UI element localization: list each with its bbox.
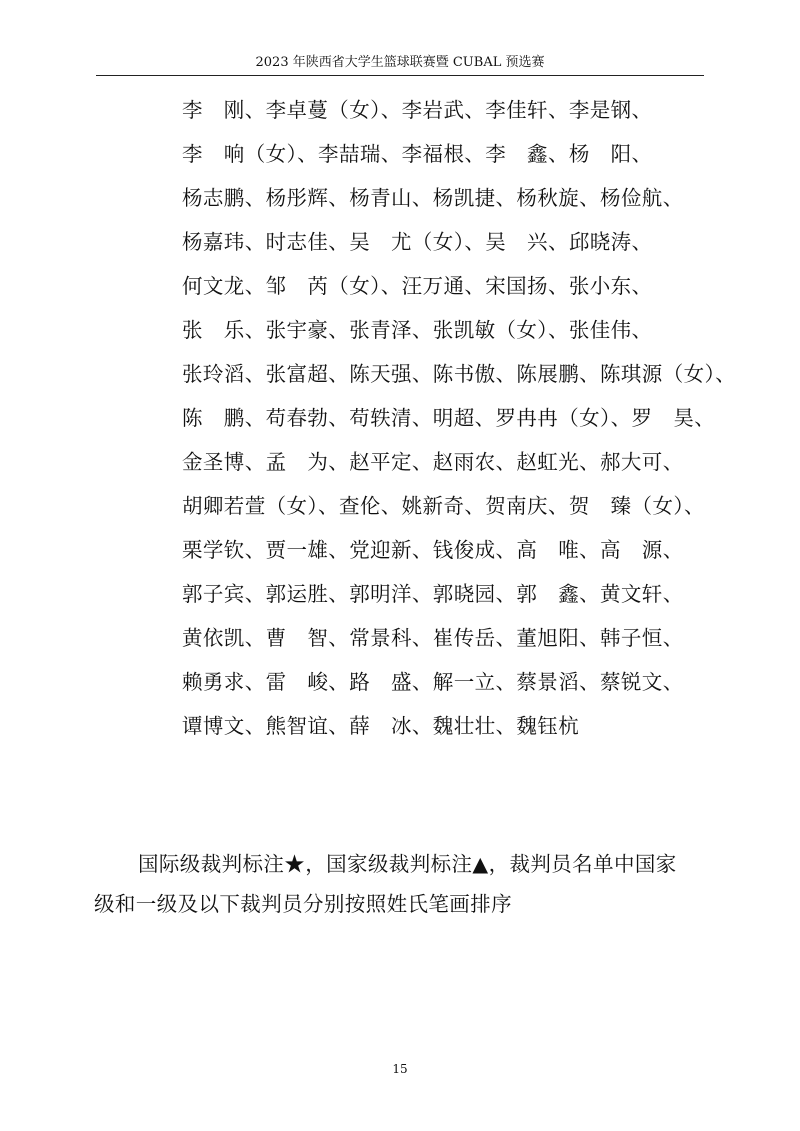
name-line: 胡卿若萱（女）、查伦、姚新奇、贺南庆、贺 臻（女）、 (182, 494, 705, 518)
name-line: 李 刚、李卓蔓（女）、李岩武、李佳轩、李是钢、 (182, 98, 653, 122)
name-line: 郭子宾、郭运胜、郭明洋、郭晓园、郭 鑫、黄文轩、 (182, 582, 684, 606)
referee-note (94, 846, 708, 926)
name-line: 陈 鹏、苟春勃、苟轶清、明超、罗冉冉（女）、罗 昊、 (182, 406, 716, 430)
name-line: 何文龙、邹 芮（女）、汪万通、宋国扬、张小东、 (182, 274, 653, 298)
note-line-1: 国际级裁判标注★，国家级裁判标注▲，裁判员名单中国家 (138, 852, 677, 876)
running-header: 2023 年陕西省大学生篮球联赛暨 CUBAL 预选赛 (255, 55, 545, 70)
name-line: 黄依凯、曹 智、常景科、崔传岳、董旭阳、韩子恒、 (182, 626, 684, 650)
name-line: 杨嘉玮、时志佳、吴 尤（女）、吴 兴、邱晓涛、 (182, 230, 653, 254)
name-line: 张 乐、张宇豪、张青泽、张凯敏（女）、张佳伟、 (182, 318, 653, 342)
name-line: 赖勇求、雷 峻、路 盛、解一立、蔡景滔、蔡锐文、 (182, 670, 684, 694)
referee-name-list (182, 92, 737, 752)
note-line-2: 级和一级及以下裁判员分别按照姓氏笔画排序 (94, 892, 512, 916)
name-line: 栗学钦、贾一雄、党迎新、钱俊成、高 唯、高 源、 (182, 538, 684, 562)
name-line: 谭博文、熊智谊、薛 冰、魏壮壮、魏钰杭 (182, 714, 580, 738)
name-line: 金圣博、孟 为、赵平定、赵雨农、赵虹光、郝大可、 (182, 450, 684, 474)
name-line: 李 响（女）、李喆瑞、李福根、李 鑫、杨 阳、 (182, 142, 653, 166)
name-line: 张玲滔、张富超、陈天强、陈书傲、陈展鹏、陈琪源（女）、 (182, 362, 737, 386)
page-number: 15 (392, 1062, 408, 1076)
name-line: 杨志鹏、杨彤辉、杨青山、杨凯捷、杨秋旋、杨俭航、 (182, 186, 684, 210)
header-rule (96, 75, 704, 76)
